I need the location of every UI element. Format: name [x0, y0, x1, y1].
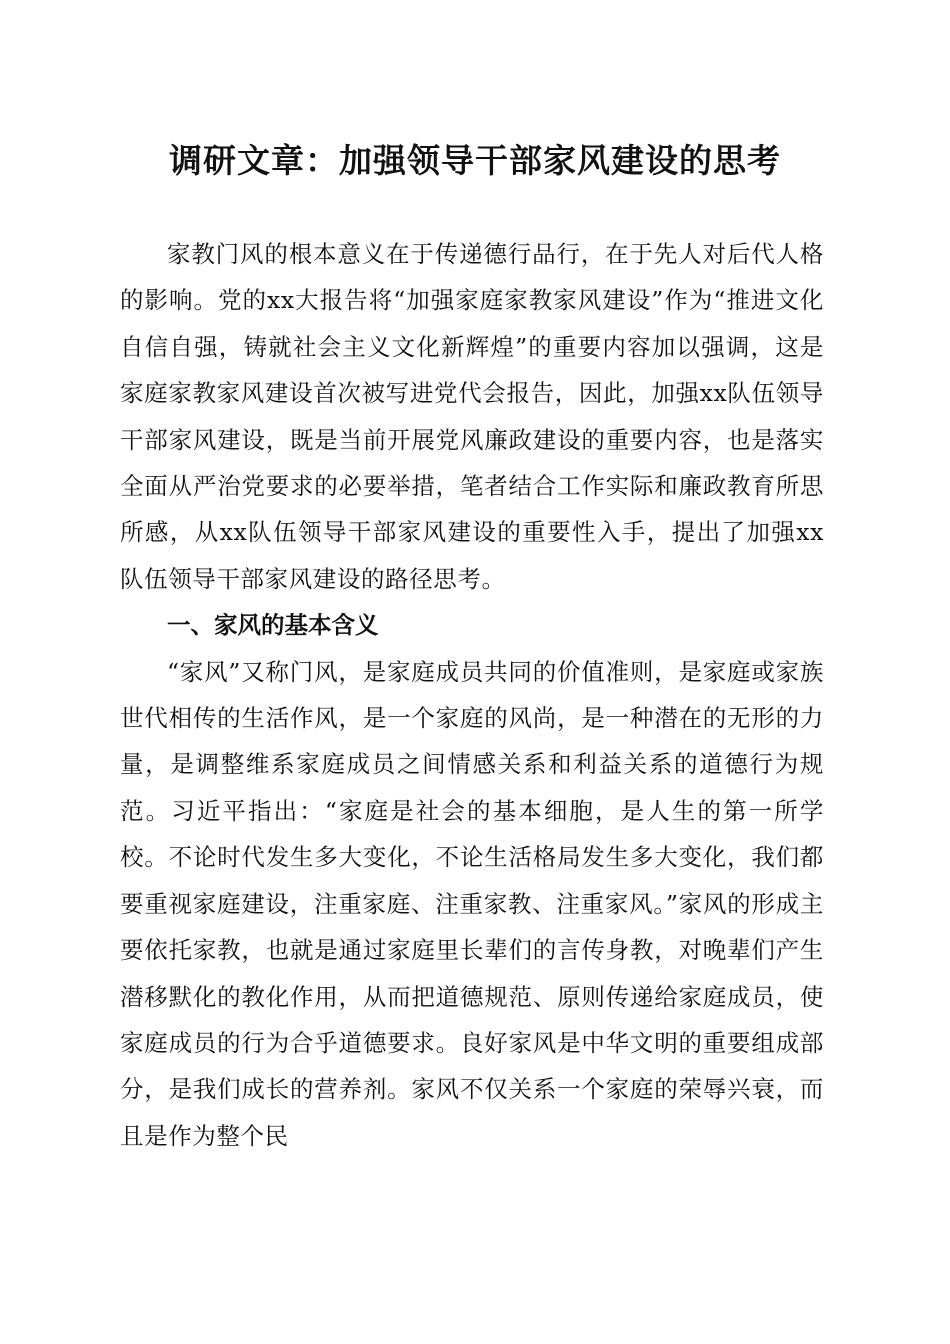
document-body — [120, 231, 824, 1159]
section-heading: 一、家风的基本含义 — [167, 611, 379, 640]
document-title: 调研文章：加强领导干部家风建设的思考 — [169, 141, 781, 180]
intro-paragraph: 家教门风的根本意义在于传递德行品行，在于先人对后代人格的影响。党的xx大报告将“加强家庭家教家风建设”作为“推进文化自信自强，铸就社会主义文化新辉煌”的重要内容加以强调，这是家庭家教家风建设首次被写进党代会报告，因此，加强xx队伍领导干部家风建设，既是当前开展党风廉政建设的重要内容，也是落实全面从严治党要求的必要举措，笔者结合工作实际和廉政教育所思所感，从xx队伍领导干部家风建设的重要性入手，提出了加强xx队伍领导干部家风建设的路径思考。 — [120, 240, 824, 593]
section-paragraph: “家风”又称门风，是家庭成员共同的价值准则，是家庭或家族世代相传的生活作风，是一个家庭的风尚，是一种潜在的无形的力量，是调整维系家庭成员之间情感关系和利益关系的道德行为规范。习近平指出：“家庭是社会的基本细胞，是人生的第一所学校。不论时代发生多大变化，不论生活格局发生多大变化，我们都要重视家庭建设，注重家庭、注重家教、注重家风。”家风的形成主要依托家教，也就是通过家庭里长辈们的言传身教，对晚辈们产生潜移默化的教化作用，从而把道德规范、原则传递给家庭成员，使家庭成员的行为合乎道德要求。良好家风是中华文明的重要组成部分，是我们成长的营养剂。家风不仅关系一个家庭的荣辱兴衰，而且是作为整个民 — [120, 657, 824, 1150]
